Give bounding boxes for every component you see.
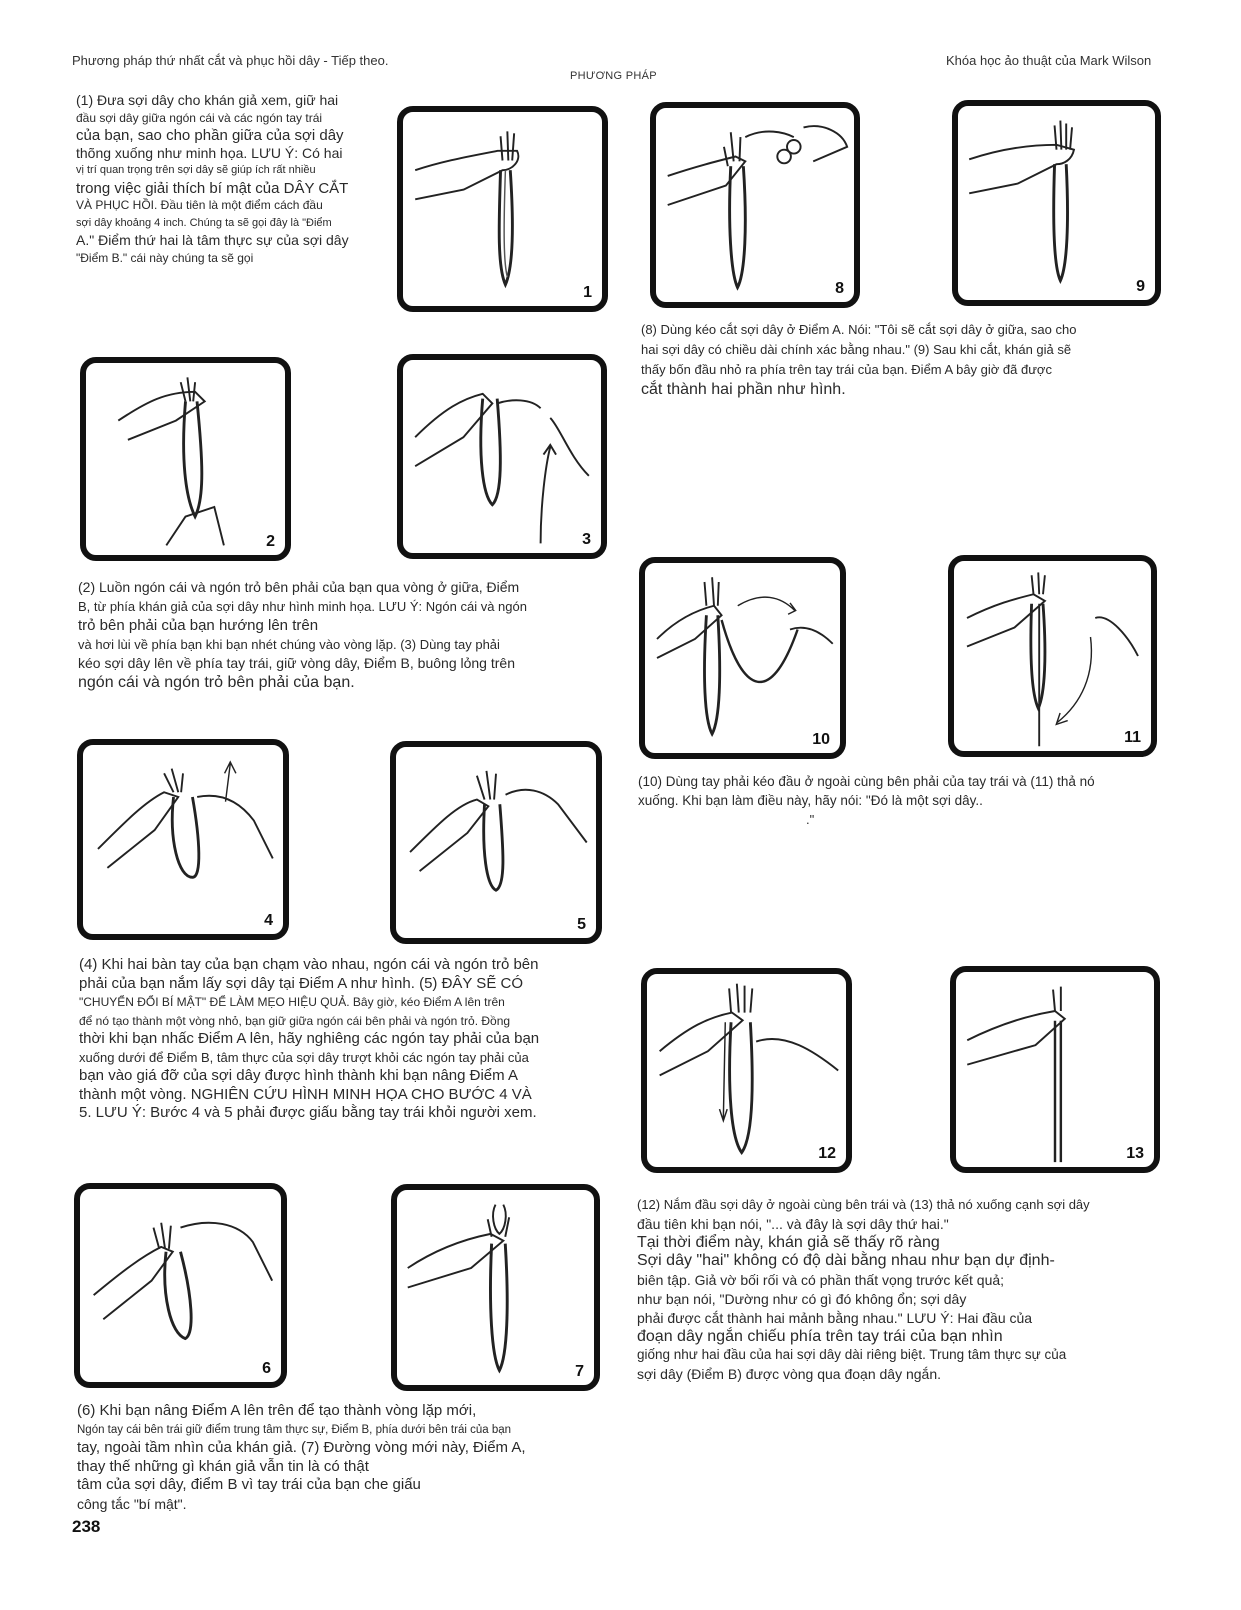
- text-line: phải được cắt thành hai mảnh bằng nhau." LƯU Ý: Hai đầu của: [637, 1309, 1033, 1326]
- text-line: trong việc giải thích bí mật của DÂY CẮT: [76, 179, 349, 197]
- text-line: (8) Dùng kéo cắt sợi dây ở Điểm A. Nói: "Tôi sẽ cắt sợi dây ở giữa, sao cho: [641, 322, 1077, 337]
- text-line: kéo sợi dây lên về phía tay trái, giữ vòng dây, Điểm B, buông lỏng trên: [78, 655, 515, 671]
- illustration-panel-12: [641, 968, 852, 1173]
- text-line: tay, ngoài tầm nhìn của khán giả. (7) Đường vòng mới này, Điểm A,: [77, 1439, 526, 1456]
- text-line: sợi dây khoảng 4 inch. Chúng ta sẽ gọi đây là "Điểm: [76, 216, 332, 229]
- text-line: và hơi lùi về phía bạn khi bạn nhét chúng vào vòng lặp. (3) Dùng tay phải: [78, 637, 500, 652]
- text-line: trỏ bên phải của bạn hướng lên trên: [78, 617, 319, 634]
- text-line: "CHUYỂN ĐỔI BÍ MẬT" ĐỂ LÀM MẸO HIỆU QUẢ. Bây giờ, kéo Điểm A lên trên: [79, 995, 505, 1009]
- text-line: (10) Dùng tay phải kéo đầu ở ngoài cùng bên phải của tay trái và (11) thả nó: [638, 774, 1095, 789]
- page-number: 238: [72, 1517, 101, 1536]
- panel-number-13: 13: [1126, 1145, 1144, 1162]
- paragraph-step-6-7: [77, 1402, 526, 1513]
- text-line: 5. LƯU Ý: Bước 4 và 5 phải được giấu bằng tay trái khỏi người xem.: [79, 1104, 537, 1121]
- new-loop-illustration: [80, 1189, 281, 1382]
- panel-number-9: 9: [1136, 278, 1145, 295]
- text-line: thõng xuống như minh họa. LƯU Ý: Có hai: [76, 144, 343, 161]
- text-line: (6) Khi bạn nâng Điểm A lên trên để tạo thành vòng lặp mới,: [77, 1402, 477, 1419]
- header-left-title: Phương pháp thứ nhất cắt và phục hồi dây - Tiếp theo.: [72, 53, 389, 68]
- panel-number-11: 11: [1124, 729, 1141, 746]
- text-line: thời khi bạn nhấc Điểm A lên, hãy nghiêng các ngón tay phải của bạn: [79, 1030, 540, 1047]
- paragraph-step-4-5: [79, 956, 539, 1123]
- text-line: cắt thành hai phần như hình.: [641, 381, 846, 398]
- pull-rope-up-illustration: [403, 360, 601, 553]
- paragraph-step-10-11: [638, 772, 1095, 829]
- text-line: như bạn nói, "Dường như có gì đó không ổn; sợi dây: [637, 1290, 967, 1307]
- text-line: Ngón tay cái bên trái giữ điểm trung tâm thực sự, Điểm B, phía dưới bên trái của bạn: [77, 1423, 512, 1436]
- paragraph-step-2-3: [78, 578, 527, 692]
- panel-number-12: 12: [818, 1145, 836, 1162]
- paragraph-step-8-9: [641, 320, 1076, 400]
- text-line: sợi dây (Điểm B) được vòng qua đoạn dây ngắn.: [637, 1366, 942, 1383]
- text-line: thành một vòng. NGHIÊN CỨU HÌNH MINH HỌA CHO BƯỚC 4 VÀ: [79, 1085, 532, 1103]
- text-line: B, từ phía khán giả của sợi dây như hình minh họa. LƯU Ý: Ngón cái và ngón: [78, 599, 527, 614]
- text-line: bạn vào giá đỡ của sợi dây được hình thành khi bạn nâng Điểm A: [79, 1067, 518, 1084]
- two-ropes-hanging-illustration: [956, 972, 1154, 1167]
- text-line: giống như hai đầu của hai sợi dây dài riêng biệt. Trung tâm thực sự của: [637, 1347, 1067, 1363]
- text-line: để nó tạo thành một vòng nhỏ, bạn giữ giữa ngón cái bên phải và ngón trỏ. Đồng: [79, 1013, 511, 1028]
- panel-number-5: 5: [577, 916, 586, 933]
- panel-number-8: 8: [835, 280, 844, 297]
- illustration-panel-7: [391, 1184, 600, 1391]
- text-line: công tắc "bí mật".: [77, 1495, 187, 1512]
- text-line: xuống. Khi bạn làm điều này, hãy nói: "Đó là một sợi dây..: [638, 793, 983, 808]
- drop-rope-illustration: [954, 561, 1151, 751]
- text-line: đầu tiên khi bạn nói, "... và đây là sợi dây thứ hai.": [637, 1215, 949, 1232]
- panel-number-2: 2: [266, 533, 275, 550]
- text-line: hai sợi dây có chiều dài chính xác bằng nhau." (9) Sau khi cắt, khán giả sẽ: [641, 342, 1072, 357]
- text-line: (2) Luồn ngón cái và ngón trỏ bên phải của bạn qua vòng ở giữa, Điểm: [78, 579, 520, 595]
- text-line: (1) Đưa sợi dây cho khán giả xem, giữ hai: [76, 92, 339, 108]
- text-line: xuống dưới để Điểm B, tâm thực của sợi dây trượt khỏi các ngón tay phải của: [79, 1049, 529, 1065]
- text-line: vị trí quan trọng trên sợi dây sẽ giúp ích rất nhiều: [76, 164, 316, 176]
- illustration-panel-4: [77, 739, 289, 940]
- text-line: "Điểm B." cái này chúng ta sẽ gọi: [76, 250, 254, 265]
- illustration-panel-10: [639, 557, 846, 759]
- text-line: ngón cái và ngón trỏ bên phải của bạn.: [78, 674, 355, 691]
- panel-number-10: 10: [812, 731, 830, 748]
- illustration-panel-2: [80, 357, 291, 561]
- pull-right-end-illustration: [645, 563, 840, 753]
- section-label: PHƯƠNG PHÁP: [570, 70, 657, 82]
- paragraph-step-12-13: [637, 1196, 1090, 1384]
- illustration-panel-6: [74, 1183, 287, 1388]
- text-line: của bạn, sao cho phần giữa của sợi dây: [76, 127, 344, 144]
- text-line: Tại thời điểm này, khán giả sẽ thấy rõ ràng: [637, 1233, 940, 1251]
- illustration-panel-11: [948, 555, 1157, 757]
- rope-hanging-illustration: [403, 112, 602, 306]
- text-line: (4) Khi hai bàn tay của bạn chạm vào nhau, ngón cái và ngón trỏ bên: [79, 956, 539, 973]
- text-line: A." Điểm thứ hai là tâm thực sự của sợi dây: [76, 232, 349, 248]
- thumb-through-loop-illustration: [86, 363, 285, 555]
- panel-number-3: 3: [582, 531, 591, 548]
- four-ends-illustration: [958, 106, 1155, 300]
- text-line: biên tập. Giả vờ bối rối và có phần thất vọng trước kết quả;: [637, 1272, 1005, 1289]
- panel-number-4: 4: [264, 912, 273, 929]
- illustration-panel-8: [650, 102, 860, 308]
- grab-left-end-illustration: [647, 974, 846, 1167]
- illustration-panel-13: [950, 966, 1160, 1173]
- text-line: Sợi dây "hai" không có độ dài bằng nhau như bạn dự định-: [637, 1252, 1055, 1270]
- text-line: phải của bạn nắm lấy sợi dây tại Điểm A như hình. (5) ĐÂY SẼ CÓ: [79, 974, 523, 992]
- text-line: (12) Nắm đầu sợi dây ở ngoài cùng bên trái và (13) thả nó xuống cạnh sợi dây: [637, 1197, 1090, 1212]
- panel-number-1: 1: [583, 284, 592, 301]
- illustration-panel-1: [397, 106, 608, 312]
- text-line: VÀ PHỤC HỒI. Đầu tiên là một điểm cách đầu: [76, 198, 323, 212]
- text-line: thay thế những gì khán giả vẫn tin là có thật: [77, 1457, 369, 1475]
- illustration-panel-9: [952, 100, 1161, 306]
- secret-switch-illustration: [396, 747, 596, 938]
- paragraph-step-1: [76, 92, 349, 267]
- header-right-title: Khóa học ảo thuật của Mark Wilson: [946, 53, 1152, 68]
- illustration-panel-3: [397, 354, 607, 559]
- hands-touch-illustration: [83, 745, 283, 934]
- text-line: đầu sợi dây giữa ngón cái và các ngón tay trái: [76, 110, 323, 125]
- text-line: .": [806, 812, 815, 827]
- text-line: tâm của sợi dây, điểm B vì tay trái của bạn che giấu: [77, 1476, 421, 1493]
- panel-number-7: 7: [575, 1363, 584, 1380]
- illustration-panel-5: [390, 741, 602, 944]
- switch-complete-illustration: [397, 1190, 594, 1385]
- text-line: thấy bốn đầu nhỏ ra phía trên tay trái của bạn. Điểm A bây giờ đã được: [641, 362, 1052, 377]
- scissors-cut-illustration: [656, 108, 854, 302]
- panel-number-6: 6: [262, 1360, 271, 1377]
- text-line: đoạn dây ngắn chiếu phía trên tay trái của bạn nhìn: [637, 1327, 1003, 1345]
